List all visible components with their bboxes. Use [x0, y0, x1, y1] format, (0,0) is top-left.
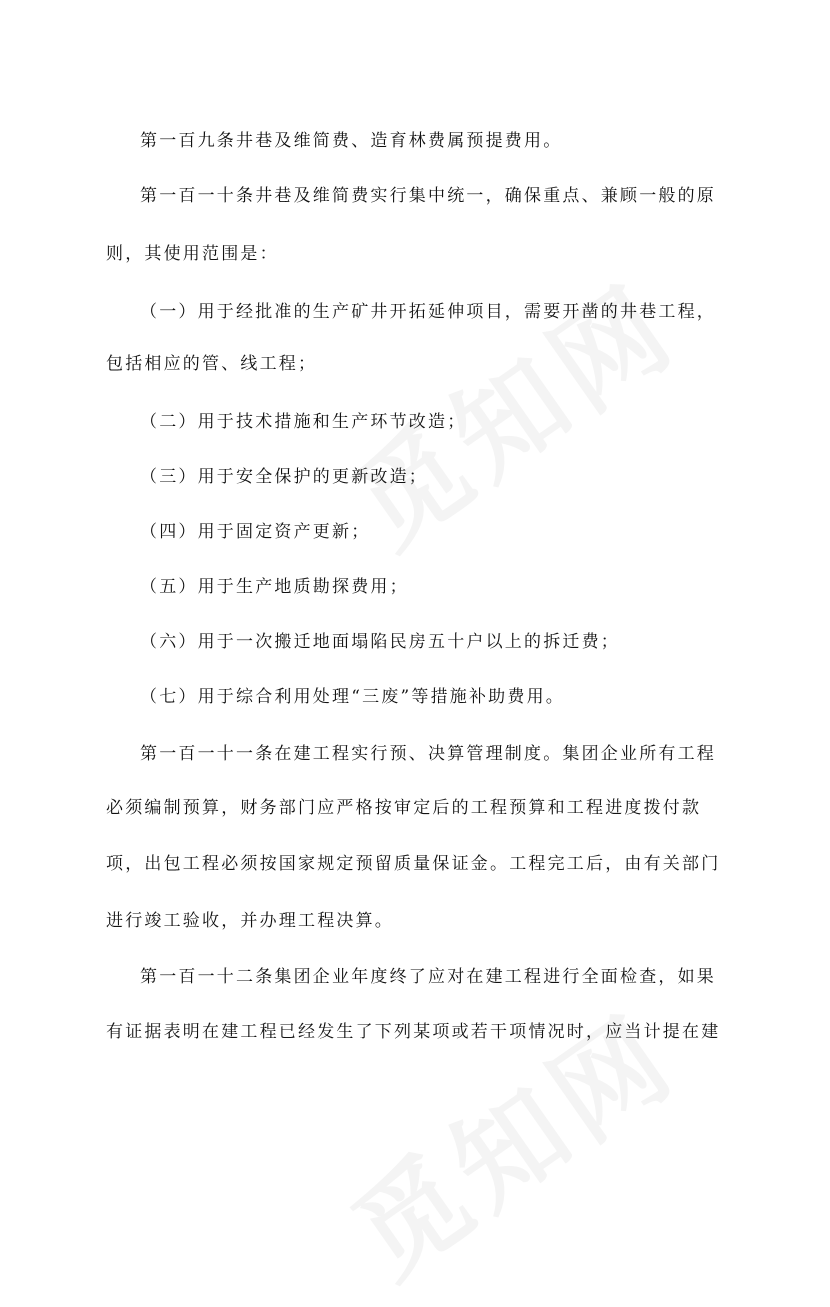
- paragraph-line: [0, 569, 830, 605]
- paragraph-line: [0, 959, 830, 995]
- text-line-2: 第一百一十条井巷及维简费实行集中统一，确保重点、兼顾一般的原: [140, 186, 716, 206]
- text-line-8: （四）用于固定资产更新；: [140, 522, 371, 542]
- text-line-3: 则，其使用范围是：: [106, 244, 279, 264]
- text-line-4: （一）用于经批准的生产矿井开拓延伸项目，需要开凿的井巷工程，: [140, 302, 716, 322]
- text-line-1: 第一百九条井巷及维简费、造育林费属预提费用。: [140, 131, 563, 151]
- paragraph-line: [0, 790, 830, 826]
- text-line-15: 进行竣工验收，并办理工程决算。: [106, 911, 394, 931]
- paragraph-line: [0, 1014, 830, 1050]
- text-line-6: （二）用于技术措施和生产环节改造；: [140, 412, 467, 432]
- text-line-9: （五）用于生产地质勘探费用；: [140, 577, 409, 597]
- paragraph-line: [0, 846, 830, 882]
- paragraph-line: [0, 736, 830, 772]
- paragraph-line: [0, 346, 830, 382]
- paragraph-line: [0, 294, 830, 330]
- paragraph-line: [0, 679, 830, 715]
- paragraph-line: [0, 624, 830, 660]
- text-line-17: 有证据表明在建工程已经发生了下列某项或若干项情况时，应当计提在建: [106, 1022, 721, 1042]
- text-line-14: 项，出包工程必须按国家规定预留质量保证金。工程完工后，由有关部门: [106, 854, 721, 874]
- text-line-13: 必须编制预算，财务部门应严格按审定后的工程预算和工程进度拨付款: [106, 798, 702, 818]
- paragraph-line: [0, 903, 830, 939]
- paragraph-line: [0, 404, 830, 440]
- text-line-10: （六）用于一次搬迁地面塌陷民房五十户以上的拆迁费；: [140, 632, 620, 652]
- text-line-5: 包括相应的管、线工程；: [106, 354, 318, 374]
- text-line-11: （七）用于综合利用处理“三废”等措施补助费用。: [140, 687, 565, 707]
- text-line-12: 第一百一十一条在建工程实行预、决算管理制度。集团企业所有工程: [140, 744, 716, 764]
- paragraph-line: [0, 514, 830, 550]
- text-line-16: 第一百一十二条集团企业年度终了应对在建工程进行全面检查，如果: [140, 967, 716, 987]
- text-line-7: （三）用于安全保护的更新改造；: [140, 467, 428, 487]
- paragraph-line: [0, 123, 830, 159]
- paragraph-line: [0, 459, 830, 495]
- paragraph-line: [0, 178, 830, 214]
- paragraph-line: [0, 236, 830, 272]
